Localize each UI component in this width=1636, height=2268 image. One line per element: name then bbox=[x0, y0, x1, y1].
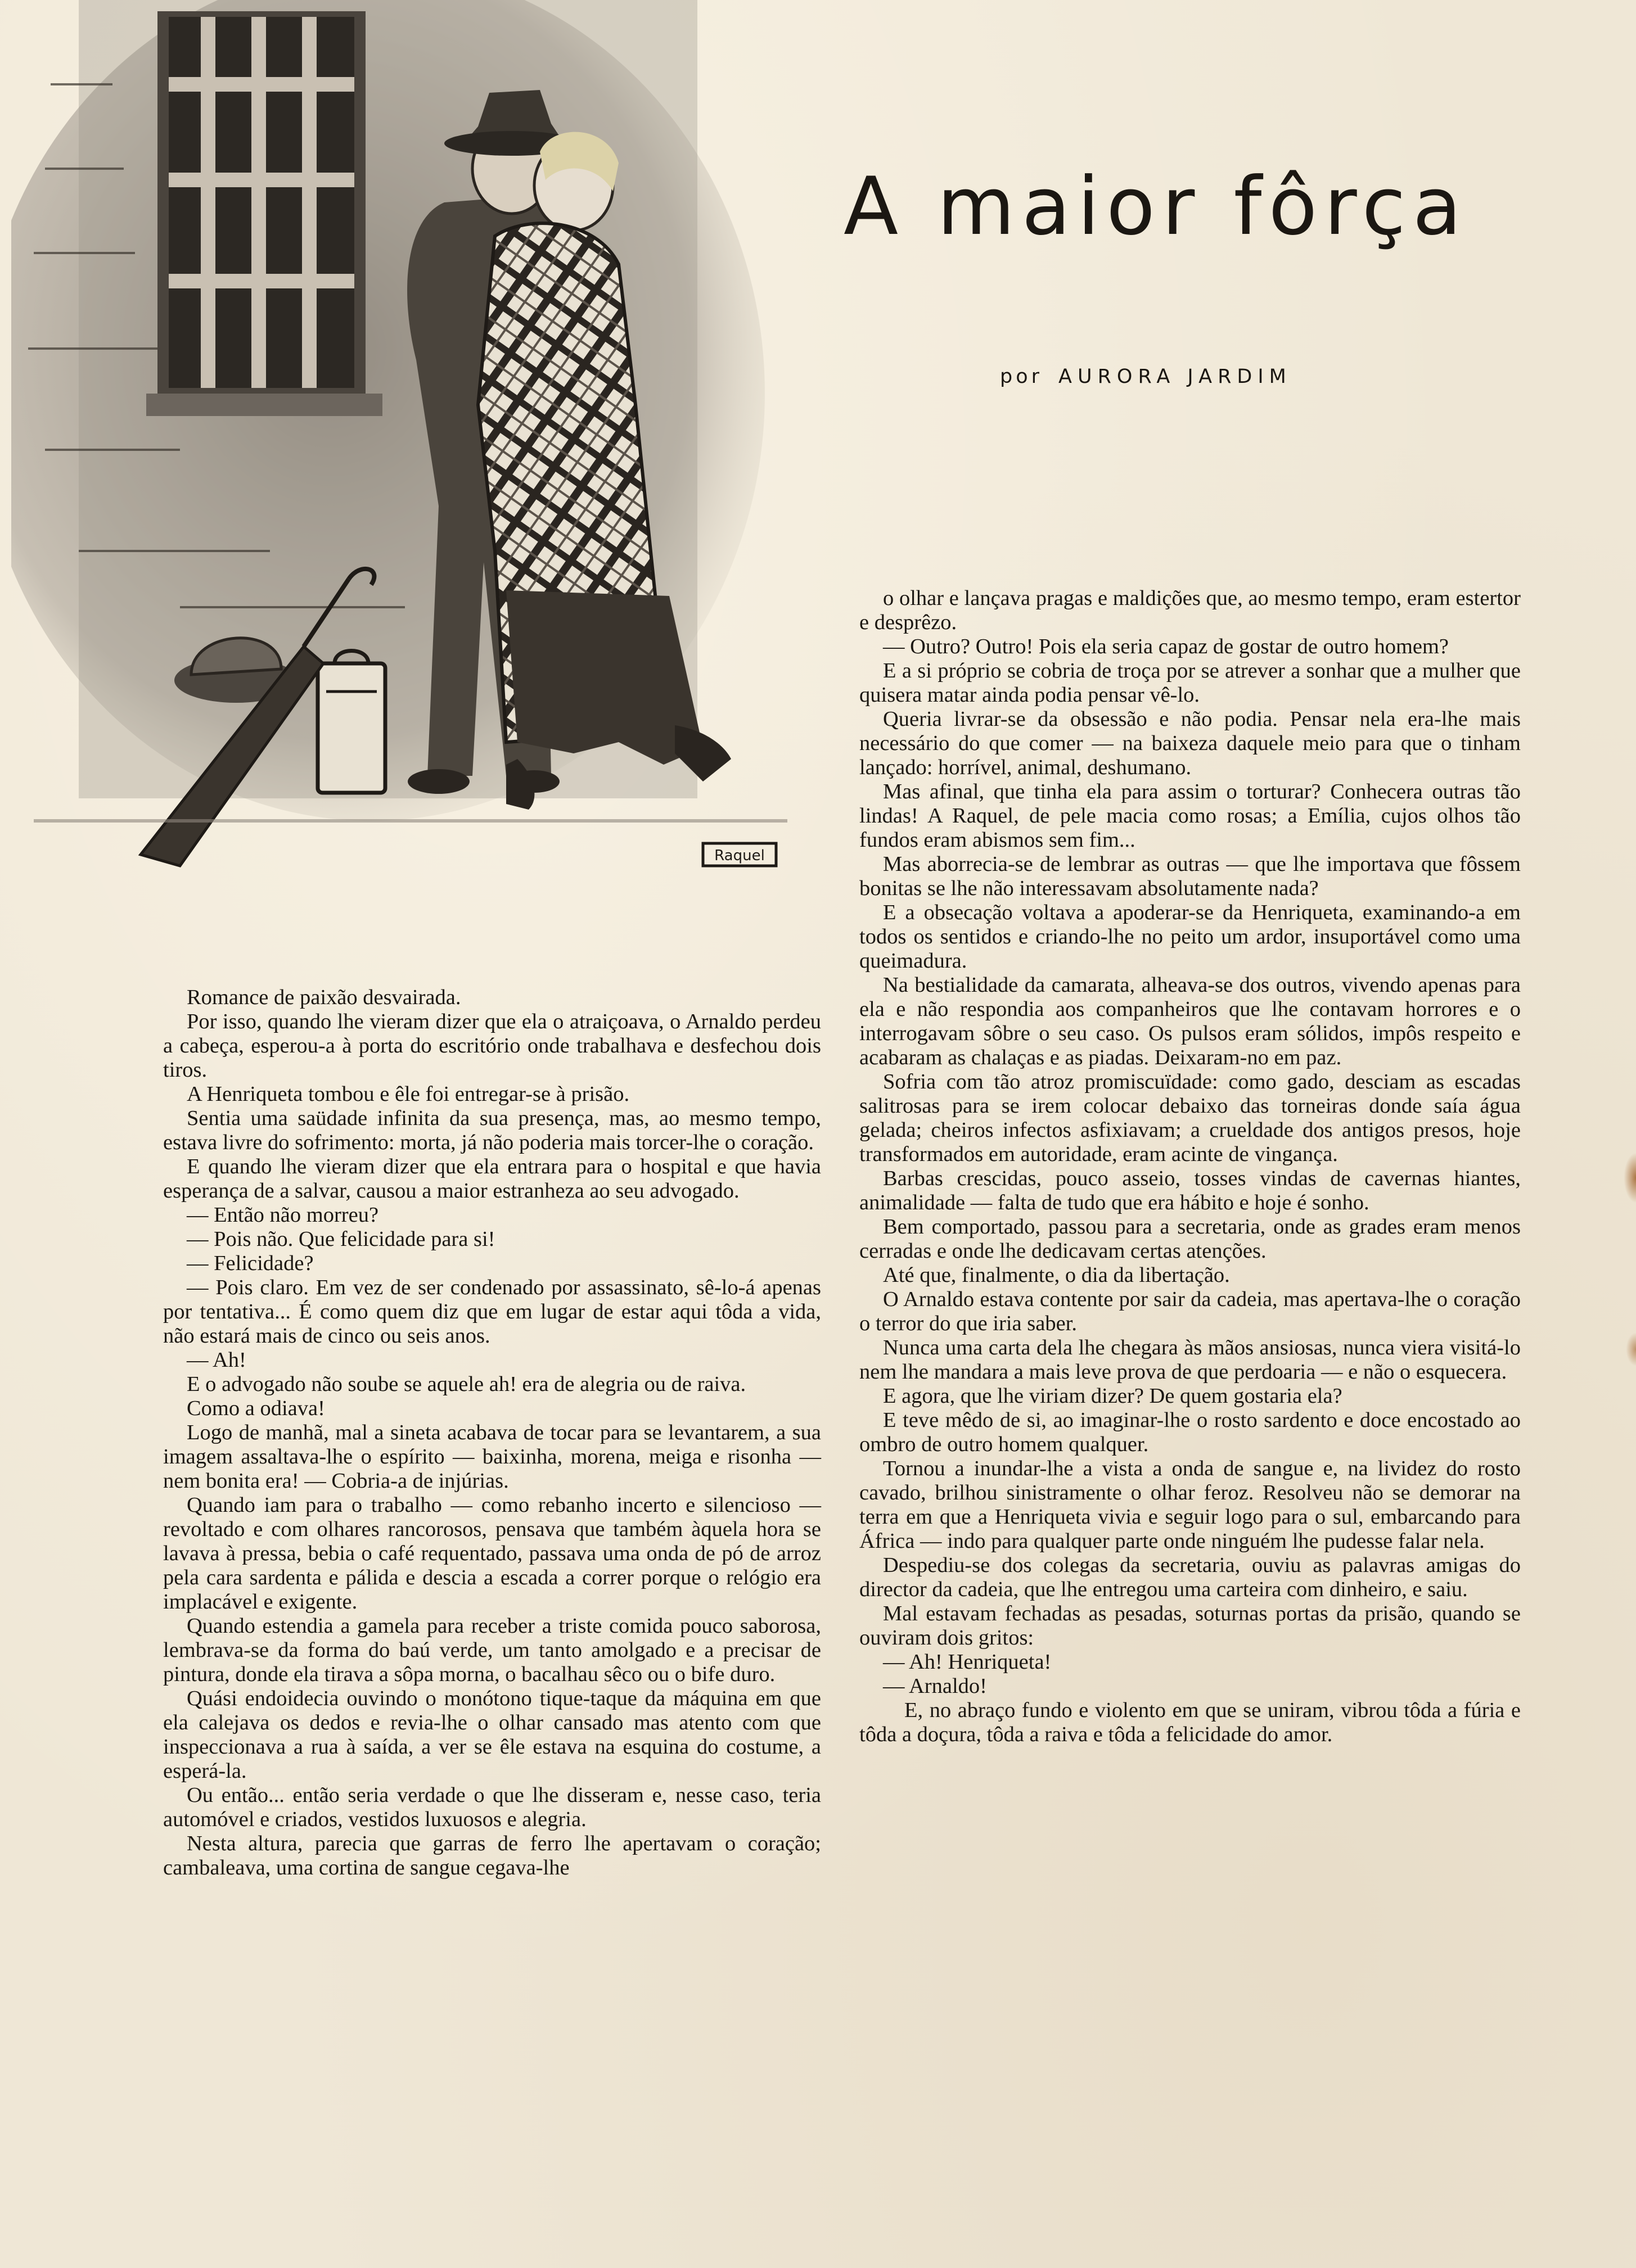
paragraph: Romance de paixão desvairada. bbox=[187, 986, 461, 1009]
dialogue-line: — Ah! bbox=[187, 1348, 246, 1372]
artist-signature: Raquel bbox=[714, 847, 765, 864]
paragraph: Barbas crescidas, pouco asseio, tosses vindas de cavernas hiantes, animalidade — falta de tudo que era hábito e hoje é sonho. bbox=[859, 1167, 1521, 1214]
paper-stain bbox=[1626, 1332, 1636, 1366]
left-text-column bbox=[163, 986, 821, 1880]
byline bbox=[1000, 365, 1292, 388]
paragraph: E agora, que lhe viriam dizer? De quem gostaria ela? bbox=[883, 1384, 1342, 1408]
dialogue-line: — Ah! Henriqueta! bbox=[883, 1650, 1052, 1674]
paragraph: E o advogado não soube se aquele ah! era de alegria ou de raiva. bbox=[187, 1372, 746, 1396]
paragraph: Bem comportado, passou para a secretaria, onde as grades eram menos cerradas e onde lhe dedicavam certas atenções. bbox=[859, 1215, 1521, 1263]
paragraph: o olhar e lançava pragas e maldições que, ao mesmo tempo, eram estertor e desprêzo. bbox=[859, 586, 1521, 634]
dialogue-line: — Felicidade? bbox=[187, 1252, 314, 1275]
paragraph: Sofria com tão atroz promiscuïdade: como gado, desciam as escadas salitrosas para se irem colocar debaixo das torneiras donde saía água gelada; cheiros infectos asfixiavam; a crueldade dos antigos presos, hoje transformados em autoridade, eram acinte de vingança. bbox=[859, 1070, 1521, 1166]
byline-author: AURORA JARDIM bbox=[1058, 365, 1292, 388]
paragraph: E a obsecação voltava a apoderar-se da Henriqueta, examinando-a em todos os sentidos e criando-lhe no peito um ardor, insuportável como uma queimadura. bbox=[859, 901, 1521, 973]
paragraph: Ou então... então seria verdade o que lhe disseram e, nesse caso, teria automóvel e criados, vestidos luxuosos e alegria. bbox=[163, 1783, 821, 1831]
paragraph: Quando iam para o trabalho — como rebanho incerto e silencioso — revoltado e com olhares rancorosos, pensava que também àquela hora se lavava à pressa, bebia o café requentado, passava uma onda de pó de arroz pela cara sardenta e pálida e descia a escada a correr porque o relógio era implacável e exigente. bbox=[163, 1493, 821, 1614]
dialogue-line: — Pois não. Que felicidade para si! bbox=[187, 1227, 495, 1251]
paragraph: E quando lhe vieram dizer que ela entrara para o hospital e que havia esperança de a salvar, causou a maior estranheza ao seu advogado. bbox=[163, 1155, 821, 1203]
dialogue-line: — Pois claro. Em vez de ser condenado por assassinato, sê-lo-á apenas por tentativa... É como quem diz que em lugar de estar aqui tôda a vida, não estará mais de cinco ou seis anos. bbox=[163, 1276, 821, 1348]
paper-stain bbox=[1624, 1153, 1636, 1203]
paragraph: Quási endoidecia ouvindo o monótono tique-taque da máquina em que ela calejava os dedos e revia-lhe o olhar cansado mas atento com que inspeccionava a rua à saída, a ver se êle estava na esquina do costume, a esperá-la. bbox=[163, 1687, 821, 1783]
paragraph: Nunca uma carta dela lhe chegara às mãos ansiosas, nunca viera visitá-lo nem lhe mandara a mais leve prova de que perdoaria — e não o esquecera. bbox=[859, 1336, 1521, 1384]
paragraph: E a si próprio se cobria de troça por se atrever a sonhar que a mulher que quisera matar ainda podia pensar vê-lo. bbox=[859, 659, 1521, 707]
paragraph: Mal estavam fechadas as pesadas, soturnas portas da prisão, quando se ouviram dois gritos: bbox=[859, 1602, 1521, 1650]
right-text-column bbox=[859, 586, 1521, 1747]
paragraph: Nesta altura, parecia que garras de ferro lhe apertavam o coração; cambaleava, uma cortina de sangue cegava-lhe bbox=[163, 1832, 821, 1880]
paragraph: Quando estendia a gamela para receber a triste comida pouco saborosa, lembrava-se da forma do baú verde, um tanto amolgado e a precisar de pintura, donde ela tirava a sôpa morna, o bacalhau sêco ou o bife duro. bbox=[163, 1614, 821, 1686]
byline-prefix: por bbox=[1000, 365, 1043, 388]
embracing-couple-drawing bbox=[11, 0, 821, 911]
paragraph: Tornou a inundar-lhe a vista a onda de sangue e, na lividez do rosto cavado, brilhou sinistramente o olhar feroz. Resolveu não se demorar na terra em que a Henriqueta vivia e seguir logo para o sul, embarcando para África — indo para qualquer parte onde ninguém lhe pudesse falar nela. bbox=[859, 1457, 1521, 1553]
article-title: A maior fôrça bbox=[844, 160, 1468, 253]
dialogue-line: — Então não morreu? bbox=[187, 1203, 379, 1227]
paragraph: Mas aborrecia-se de lembrar as outras — que lhe importava que fôssem bonitas se lhe não interessavam absolutamente nada? bbox=[859, 852, 1521, 900]
paragraph: Queria livrar-se da obsessão e não podia. Pensar nela era-lhe mais necessário do que comer — na baixeza daquele meio para que o tinham lançado: horrível, animal, deshumano. bbox=[859, 707, 1521, 779]
paragraph: Como a odiava! bbox=[187, 1397, 325, 1420]
dialogue-line: — Arnaldo! bbox=[883, 1674, 987, 1698]
paragraph: O Arnaldo estava contente por sair da cadeia, mas apertava-lhe o coração o terror do que iria saber. bbox=[859, 1287, 1521, 1335]
paragraph: E teve mêdo de si, ao imaginar-lhe o rosto sardento e doce encostado ao ombro de outro homem qualquer. bbox=[859, 1408, 1521, 1456]
paragraph: Na bestialidade da camarata, alheava-se dos outros, vivendo apenas para ela e não respondia aos companheiros que lhe contavam horrores e o interrogavam sôbre o seu caso. Os pulsos eram sólidos, impôs respeito e acabaram as chalaças e as piadas. Deixaram-no em paz. bbox=[859, 973, 1521, 1069]
paragraph: Até que, finalmente, o dia da libertação. bbox=[883, 1263, 1230, 1287]
dialogue-line: — Outro? Outro! Pois ela seria capaz de gostar de outro homem? bbox=[883, 635, 1449, 658]
paragraph: Logo de manhã, mal a sineta acabava de tocar para se levantarem, a sua imagem assaltava-lhe o espírito — baixinha, morena, meiga e risonha — nem bonita era! — Cobria-a de injúrias. bbox=[163, 1421, 821, 1493]
story-illustration bbox=[11, 0, 821, 911]
paragraph: A Henriqueta tombou e êle foi entregar-se à prisão. bbox=[187, 1082, 630, 1106]
paragraph: Por isso, quando lhe vieram dizer que ela o atraiçoava, o Arnaldo perdeu a cabeça, esperou-a à porta do escritório onde trabalhava e desfechou dois tiros. bbox=[163, 1010, 821, 1082]
paragraph: Despediu-se dos colegas da secretaria, ouviu as palavras amigas do director da cadeia, que lhe entregou uma carteira com dinheiro, e saiu. bbox=[859, 1553, 1521, 1601]
paragraph: Sentia uma saüdade infinita da sua presença, mas, ao mesmo tempo, estava livre do sofrimento: morta, já não poderia mais torcer-lhe o coração. bbox=[163, 1106, 821, 1154]
closing-paragraph: E, no abraço fundo e violento em que se uniram, vibrou tôda a fúria e tôda a doçura, tôda a raiva e tôda a felicidade do amor. bbox=[859, 1698, 1521, 1746]
paragraph: Mas afinal, que tinha ela para assim o torturar? Conhecera outras tão lindas! A Raquel, de pele macia como rosas; a Emília, cujos olhos tão fundos eram abismos sem fim... bbox=[859, 780, 1521, 852]
